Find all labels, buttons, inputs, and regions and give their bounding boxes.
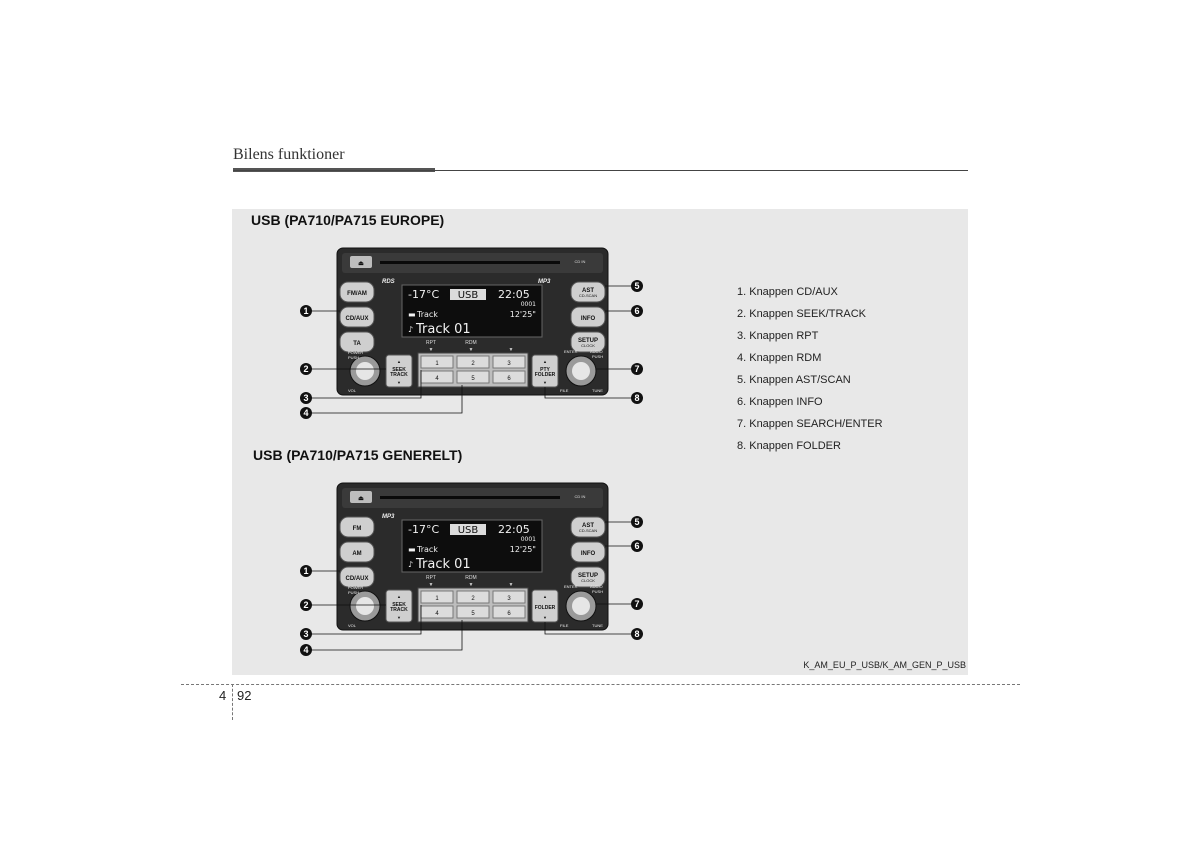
power-label: POWER [348, 350, 364, 355]
preset-button-label: 5 [471, 376, 475, 382]
display-folder: Track [417, 310, 438, 319]
callout-number: 8 [634, 629, 640, 639]
side-button-sublabel: CD-SCAN [578, 528, 598, 533]
track-label: TRACK [390, 607, 408, 613]
footer-rule [181, 684, 1020, 685]
callout-number: 6 [634, 306, 640, 316]
callout-number: 5 [634, 517, 640, 527]
section-title-europe: USB (PA710/PA715 EUROPE) [251, 212, 445, 228]
side-button-label: AST [582, 288, 594, 294]
callout-number: 2 [303, 600, 309, 610]
legend-item: 5. Knappen AST/SCAN [737, 374, 851, 386]
legend-item: 2. Knappen SEEK/TRACK [737, 308, 867, 320]
display-elapsed: 12'25" [509, 545, 536, 554]
legend-item: 4. Knappen RDM [737, 352, 822, 364]
soft-label-rdm: RDM [465, 340, 477, 346]
legend-item: 8. Knappen FOLDER [737, 440, 841, 452]
soft-label-rdm: RDM [465, 575, 477, 581]
callout-number: 3 [303, 629, 309, 639]
callout-number: 1 [303, 566, 309, 576]
legend-item: 7. Knappen SEARCH/ENTER [737, 418, 883, 430]
enter-label: ENTER [564, 349, 578, 354]
display-temperature: -17°C [408, 523, 440, 536]
side-button-label: INFO [580, 551, 596, 557]
radio-unit-europe [290, 245, 660, 435]
display-mode: USB [457, 290, 479, 301]
audio-push-label: PUSH [592, 589, 604, 594]
audio-label: AUDIO [590, 349, 603, 354]
note-icon: ♪ [408, 325, 414, 334]
file-label: FILE [560, 623, 569, 628]
chevron-down-icon: ▼ [543, 615, 547, 620]
display-mode: USB [457, 525, 479, 536]
tune-knob-cap [572, 362, 590, 380]
callout-number: 4 [303, 408, 309, 418]
chevron-down-icon: ▼ [468, 347, 474, 353]
power-push-label: PUSH [348, 355, 360, 360]
side-button-label: CD/AUX [345, 316, 369, 322]
folder-label: FOLDER [534, 372, 556, 378]
side-button-sublabel: CLOCK [581, 343, 595, 348]
side-button-label: CD/AUX [345, 576, 369, 582]
page-header-title: Bilens funktioner [233, 146, 345, 163]
chevron-down-icon: ▼ [428, 582, 434, 588]
legend-item: 3. Knappen RPT [737, 330, 819, 342]
enter-label: ENTER [564, 584, 578, 589]
display-file-number: 0001 [520, 301, 536, 308]
audio-label: AUDIO [590, 584, 603, 589]
audio-push-label: PUSH [592, 354, 604, 359]
cd-in-label: CD IN [574, 494, 586, 499]
side-button-sublabel: CD-SCAN [578, 293, 598, 298]
figure-caption: K_AM_EU_P_USB/K_AM_GEN_P_USB [803, 660, 966, 670]
callout-number: 8 [634, 393, 640, 403]
side-button-label: SETUP [577, 338, 599, 344]
folder-icon: ▬ [408, 310, 416, 319]
preset-button-label: 6 [507, 376, 511, 382]
chevron-down-icon: ▼ [397, 380, 401, 385]
preset-button-label: 1 [435, 596, 439, 602]
callout-number: 4 [303, 645, 309, 655]
preset-button-label: 5 [471, 611, 475, 617]
chevron-down-icon: ▼ [508, 347, 514, 353]
mp3-logo: MP3 [538, 279, 551, 285]
rds-logo: RDS [382, 279, 395, 285]
chevron-down-icon: ▼ [543, 380, 547, 385]
display-track: Track 01 [416, 322, 471, 337]
cd-slot [380, 496, 560, 499]
side-button-label: FM [352, 526, 362, 532]
callout-number: 5 [634, 281, 640, 291]
preset-button-label: 2 [471, 596, 475, 602]
callout-number: 7 [634, 599, 640, 609]
page-number: 92 [237, 688, 252, 703]
side-button-label: AM [352, 551, 362, 557]
legend-item: 6. Knappen INFO [737, 396, 823, 408]
display-track: Track 01 [416, 557, 471, 572]
radio-unit-general [290, 480, 660, 670]
volume-knob-cap [356, 597, 374, 615]
file-label: FILE [560, 388, 569, 393]
preset-button-label: 4 [435, 376, 439, 382]
callout-number: 3 [303, 393, 309, 403]
track-label: TRACK [390, 372, 408, 378]
section-title-general: USB (PA710/PA715 GENERELT) [253, 447, 463, 463]
chevron-up-icon: ▲ [543, 359, 547, 364]
footer-divider [232, 684, 233, 720]
note-icon: ♪ [408, 560, 414, 569]
preset-button-label: 3 [507, 596, 511, 602]
chevron-up-icon: ▲ [543, 594, 547, 599]
tune-knob-cap [572, 597, 590, 615]
folder-icon: ▬ [408, 545, 416, 554]
pty-label: PTY [540, 367, 550, 373]
seek-label: SEEK [392, 367, 406, 373]
header-rule [233, 170, 968, 171]
preset-button-label: 3 [507, 361, 511, 367]
volume-knob-cap [356, 362, 374, 380]
callout-number: 6 [634, 541, 640, 551]
display-folder: Track [417, 545, 438, 554]
callout-number: 7 [634, 364, 640, 374]
side-button-label: SETUP [577, 573, 599, 579]
callout-number: 1 [303, 306, 309, 316]
legend-item: 1. Knappen CD/AUX [737, 286, 838, 298]
power-label: POWER [348, 585, 364, 590]
display-file-number: 0001 [520, 536, 536, 543]
mp3-logo: MP3 [382, 514, 395, 520]
side-button-label: AST [582, 523, 594, 529]
folder-label: FOLDER [534, 605, 556, 611]
button-legend [737, 285, 883, 461]
soft-label-rpt: RPT [426, 340, 436, 346]
side-button-sublabel: CLOCK [581, 578, 595, 583]
tune-label: TUNE [592, 388, 603, 393]
preset-button-label: 4 [435, 611, 439, 617]
power-push-label: PUSH [348, 590, 360, 595]
tune-label: TUNE [592, 623, 603, 628]
chevron-down-icon: ▼ [468, 582, 474, 588]
display-clock: 22:05 [498, 288, 530, 301]
eject-icon: ⏏ [358, 261, 364, 267]
eject-icon: ⏏ [358, 496, 364, 502]
cd-slot [380, 261, 560, 264]
display-temperature: -17°C [408, 288, 440, 301]
vol-label: VOL [348, 623, 357, 628]
side-button-label: FM/AM [347, 291, 367, 297]
chevron-down-icon: ▼ [508, 582, 514, 588]
side-button-label: INFO [580, 316, 596, 322]
chapter-number: 4 [219, 688, 227, 703]
preset-button-label: 1 [435, 361, 439, 367]
chevron-down-icon: ▼ [428, 347, 434, 353]
vol-label: VOL [348, 388, 357, 393]
preset-button-label: 6 [507, 611, 511, 617]
soft-label-rpt: RPT [426, 575, 436, 581]
seek-label: SEEK [392, 602, 406, 608]
side-button-label: TA [353, 341, 361, 347]
preset-button-label: 2 [471, 361, 475, 367]
display-elapsed: 12'25" [509, 310, 536, 319]
chevron-up-icon: ▲ [397, 594, 401, 599]
chevron-up-icon: ▲ [397, 359, 401, 364]
cd-in-label: CD IN [574, 259, 586, 264]
display-clock: 22:05 [498, 523, 530, 536]
callout-number: 2 [303, 364, 309, 374]
chevron-down-icon: ▼ [397, 615, 401, 620]
